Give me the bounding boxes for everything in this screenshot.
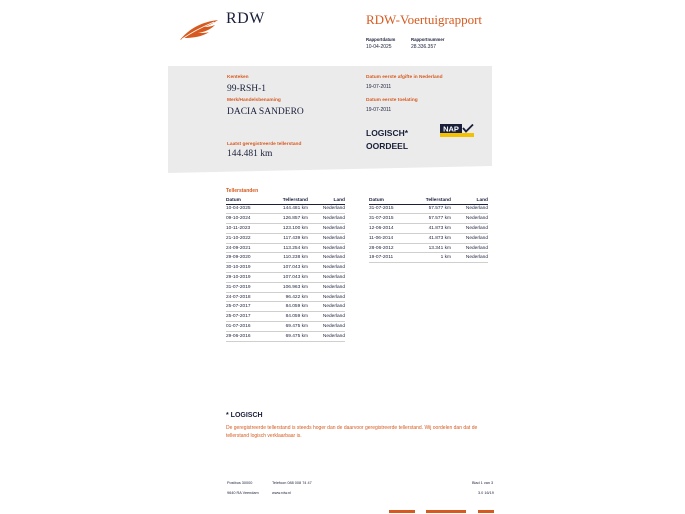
footnote-text: De geregistreerde tellerstand is steeds hoger dan de daarvoor geregistreerde tellerstand. Wij oordelen dan dat de tellerstand logisch verklaarbaar is. bbox=[226, 425, 478, 439]
cell-date: 24-09-2021 bbox=[226, 243, 268, 253]
cell-odometer: 41.873 km bbox=[411, 233, 451, 243]
cell-country: Nederland bbox=[451, 224, 488, 234]
table-row bbox=[226, 243, 345, 253]
first-admission-nl-value: 19-07-2011 bbox=[366, 84, 392, 90]
make-label: Merk/Handelsbenaming bbox=[227, 98, 281, 103]
svg-text:NAP: NAP bbox=[443, 124, 459, 134]
cell-date: 10-04-2025 bbox=[226, 204, 268, 214]
odometer-section-title: Tellerstanden bbox=[226, 188, 259, 194]
cell-country: Nederland bbox=[308, 292, 345, 302]
cell-odometer: 113.254 km bbox=[268, 243, 308, 253]
cell-country: Nederland bbox=[451, 243, 488, 253]
table-header-row bbox=[369, 197, 488, 204]
plate-label: Kenteken bbox=[227, 75, 249, 80]
cell-odometer: 57.577 km bbox=[411, 204, 451, 214]
table-row bbox=[226, 312, 345, 322]
report-date-label: Rapportdatum bbox=[366, 37, 396, 42]
table-row bbox=[226, 331, 345, 341]
plate-value: 99-RSH-1 bbox=[227, 84, 267, 94]
cell-country: Nederland bbox=[308, 243, 345, 253]
first-admission-nl-label: Datum eerste afgifte in Nederland bbox=[366, 75, 443, 80]
table-row bbox=[226, 204, 345, 214]
vehicle-summary-band bbox=[168, 66, 492, 166]
cell-country: Nederland bbox=[308, 302, 345, 312]
cell-date: 21-10-2022 bbox=[226, 233, 268, 243]
cell-country: Nederland bbox=[308, 273, 345, 283]
band-slant bbox=[168, 166, 492, 173]
footer-postbox: Postbus 30000 bbox=[227, 481, 253, 485]
table-row bbox=[369, 224, 488, 234]
odometer-table-left bbox=[226, 197, 345, 342]
cell-date: 30-10-2019 bbox=[226, 263, 268, 273]
brand-name: RDW bbox=[226, 10, 265, 27]
table-row bbox=[226, 253, 345, 263]
cell-country: Nederland bbox=[308, 331, 345, 341]
cell-odometer: 126.857 km bbox=[268, 214, 308, 224]
table-row bbox=[226, 273, 345, 283]
cell-country: Nederland bbox=[308, 322, 345, 332]
table-row bbox=[226, 302, 345, 312]
odometer-table-right bbox=[369, 197, 488, 263]
cell-odometer: 107.043 km bbox=[268, 263, 308, 273]
cell-date: 11-06-2014 bbox=[369, 233, 411, 243]
last-odometer-label: Laatst geregistreerde tellerstand bbox=[227, 142, 302, 147]
cell-date: 29-06-2016 bbox=[226, 331, 268, 341]
cell-odometer: 69.475 km bbox=[268, 322, 308, 332]
cell-odometer: 117.439 km bbox=[268, 233, 308, 243]
column-header-date: Datum bbox=[226, 197, 268, 204]
cell-date: 31-07-2019 bbox=[226, 282, 268, 292]
cell-odometer: 144.481 km bbox=[268, 204, 308, 214]
cell-date: 25-07-2017 bbox=[226, 312, 268, 322]
table-row bbox=[369, 204, 488, 214]
table-row bbox=[226, 224, 345, 234]
table-row bbox=[369, 233, 488, 243]
cell-country: Nederland bbox=[308, 224, 345, 234]
cell-odometer: 110.238 km bbox=[268, 253, 308, 263]
table-row bbox=[226, 282, 345, 292]
cell-date: 29-09-2020 bbox=[226, 253, 268, 263]
cell-odometer: 84.059 km bbox=[268, 302, 308, 312]
cell-odometer: 41.873 km bbox=[411, 224, 451, 234]
make-value: DACIA SANDERO bbox=[227, 107, 304, 117]
table-row bbox=[369, 243, 488, 253]
cell-country: Nederland bbox=[308, 263, 345, 273]
column-header-date: Datum bbox=[369, 197, 411, 204]
cell-date: 31-07-2015 bbox=[369, 214, 411, 224]
rdw-feather-logo-icon bbox=[178, 18, 220, 42]
cell-odometer: 123.100 km bbox=[268, 224, 308, 234]
cell-odometer: 107.043 km bbox=[268, 273, 308, 283]
verdict-line-1: LOGISCH* bbox=[366, 128, 409, 138]
cell-date: 01-07-2016 bbox=[226, 322, 268, 332]
report-number-label: Rapportnummer bbox=[411, 37, 445, 42]
footer-stripe bbox=[389, 510, 415, 513]
column-header-odometer: Tellerstand bbox=[268, 197, 308, 204]
footnote-title: * LOGISCH bbox=[226, 412, 263, 419]
cell-country: Nederland bbox=[451, 253, 488, 263]
verdict-line-2: OORDEEL bbox=[366, 141, 409, 151]
last-odometer-value: 144.481 km bbox=[227, 149, 273, 159]
cell-country: Nederland bbox=[308, 282, 345, 292]
cell-country: Nederland bbox=[308, 214, 345, 224]
report-date: 10-04-2025 bbox=[366, 44, 392, 50]
cell-odometer: 69.475 km bbox=[268, 331, 308, 341]
cell-date: 24-07-2018 bbox=[226, 292, 268, 302]
cell-country: Nederland bbox=[308, 253, 345, 263]
footer-stripe bbox=[478, 510, 494, 513]
cell-country: Nederland bbox=[451, 233, 488, 243]
footer-city: 9640 RA Veendam bbox=[227, 491, 259, 495]
cell-date: 25-07-2017 bbox=[226, 302, 268, 312]
report-title: RDW-Voertuigrapport bbox=[366, 12, 483, 27]
footer-stripe bbox=[426, 510, 466, 513]
cell-country: Nederland bbox=[308, 204, 345, 214]
cell-odometer: 57.577 km bbox=[411, 214, 451, 224]
cell-country: Nederland bbox=[308, 312, 345, 322]
footer-website[interactable]: www.rdw.nl bbox=[272, 491, 291, 495]
cell-country: Nederland bbox=[451, 204, 488, 214]
table-row bbox=[369, 253, 488, 263]
report-number: 28.336.357 bbox=[411, 44, 437, 50]
cell-odometer: 106.963 km bbox=[268, 282, 308, 292]
cell-country: Nederland bbox=[451, 214, 488, 224]
column-header-odometer: Tellerstand bbox=[411, 197, 451, 204]
cell-date: 09-10-2024 bbox=[226, 214, 268, 224]
cell-date: 31-07-2015 bbox=[369, 204, 411, 214]
cell-date: 19-07-2011 bbox=[369, 253, 411, 263]
table-row bbox=[369, 214, 488, 224]
cell-odometer: 84.059 km bbox=[268, 312, 308, 322]
cell-date: 12-06-2014 bbox=[369, 224, 411, 234]
cell-date: 28-06-2012 bbox=[369, 243, 411, 253]
footer-version: 3.0 16/19 bbox=[478, 491, 494, 495]
cell-odometer: 13.341 km bbox=[411, 243, 451, 253]
column-header-country: Land bbox=[308, 197, 345, 204]
cell-date: 10-11-2023 bbox=[226, 224, 268, 234]
footer-phone: Telefoon 088 008 74 47 bbox=[272, 481, 312, 485]
cell-date: 29-10-2019 bbox=[226, 273, 268, 283]
cell-odometer: 1 km bbox=[411, 253, 451, 263]
table-header-row bbox=[226, 197, 345, 204]
footer-page-number: Blad 1 van 3 bbox=[472, 481, 494, 485]
first-admission-value: 19-07-2011 bbox=[366, 107, 392, 113]
table-row bbox=[226, 214, 345, 224]
verdict bbox=[366, 127, 408, 153]
cell-odometer: 96.422 km bbox=[268, 292, 308, 302]
first-admission-label: Datum eerste toelating bbox=[366, 98, 418, 103]
nap-logo-icon bbox=[440, 124, 474, 137]
table-row bbox=[226, 292, 345, 302]
table-row bbox=[226, 233, 345, 243]
table-row bbox=[226, 322, 345, 332]
table-row bbox=[226, 263, 345, 273]
column-header-country: Land bbox=[451, 197, 488, 204]
cell-country: Nederland bbox=[308, 233, 345, 243]
